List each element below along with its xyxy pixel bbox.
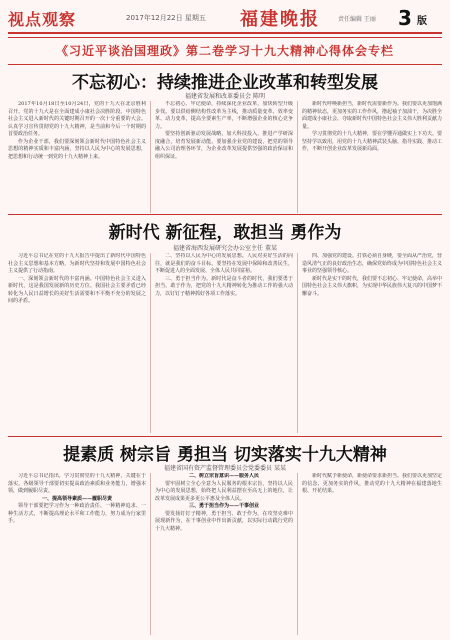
section-heading: 一、提高领导素质——履职尽责: [41, 495, 112, 502]
article-1-column-1: [8, 101, 146, 213]
article-2-column-2: [155, 253, 293, 433]
article-1-column-2: [155, 101, 293, 213]
paragraph: 要发扬钉钉子精神，勇于担当、敢于作为，在攻坚克难中展现新作为，在干事创业中作出新贡献，以实际行动践行党的十九大精神。: [155, 510, 293, 532]
article-separator: [8, 214, 442, 215]
section-heading: 三、勇于担当作为——干事创业: [188, 503, 259, 509]
article-3-column-1: [8, 473, 146, 635]
article-2-title: 新时代 新征程，敢担当 勇作为: [108, 223, 342, 243]
column-divider: [150, 253, 151, 433]
paragraph: 二、坚持以人民为中心的发展思想。人民对美好生活的向往，就是我们的奋斗目标。要坚持在发展中保障和改善民生，不断促进人的全面发展、全体人民共同富裕。: [155, 253, 293, 274]
paragraph: 新时代赋予新使命，新使命要求新担当。我们要以更加坚定的信念、更加务实的作风，推动党的十九大精神在福建落地生根、开花结果。: [302, 473, 442, 494]
paragraph: 作为企业干部，我们要深刻领会新时代中国特色社会主义思想的精神实质和丰富内涵，坚持以人民为中心的发展思想，把思想和行动统一到党的十九大精神上来。: [8, 138, 146, 160]
paragraph: 一、深刻领会新时代的丰富内涵。中国特色社会主义进入新时代，这是我国发展新的历史方位。我国社会主要矛盾已经转化为人民日益增长的美好生活需要和不平衡不充分的发展之间的矛盾。: [8, 275, 146, 304]
paragraph: 新时代是实干的时代，我们要不忘初心、牢记使命，高举中国特色社会主义伟大旗帜，为实现中华民族伟大复兴的中国梦不懈奋斗。: [302, 275, 442, 297]
column-name: 视点观察: [8, 10, 77, 29]
paragraph: 习近平总书记指出，学习贯彻党的十九大精神，关键在于落实。各级领导干部要切实提高政治素质和业务能力，增强本领，做到履职尽责。: [8, 473, 146, 494]
paragraph: 不忘初心、牢记使命，持续深化企业改革，加快转型升级步伐。要以供给侧结构性改革为主线，推动质量变革、效率变革、动力变革，提高全要素生产率，不断增强企业的核心竞争力。: [155, 101, 293, 130]
section-heading: 二、树立宗旨意识——服务人民: [188, 473, 259, 479]
paragraph: 习近平总书记在党的十九大报告中提出了新时代中国特色社会主义思想和基本方略，为新时代坚持和发展中国特色社会主义提供了行动指南。: [8, 253, 146, 274]
paragraph: 要牢固树立全心全意为人民服务的根本宗旨，坚持以人民为中心的发展思想，始终把人民利益摆在至高无上的地位，让改革发展成果更多更公平惠及全体人民。: [155, 480, 293, 502]
article-1-column-3: [302, 101, 442, 213]
article-2-byline: 福建省海西发展研究会办公室主任 董某: [173, 245, 277, 252]
banner-title: 《习近平谈治国理政》第二卷学习十九大精神心得体会专栏: [55, 44, 394, 58]
publication-date: 2017年12月22日 星期五: [126, 14, 206, 22]
article-3-column-2: [155, 473, 293, 635]
article-3-column-3: [302, 473, 442, 635]
section-banner: [8, 37, 442, 65]
paragraph: 四、加强党的建设。打铁必须自身硬，要全面从严治党，营造风清气正的良好政治生态，确保党始终成为中国特色社会主义事业的坚强领导核心。: [302, 253, 442, 274]
masthead-rule: [8, 32, 442, 34]
article-1-byline: 福建省发展和改革委员会 陈明: [185, 93, 265, 100]
paragraph: 2017年10月18日至10月24日，党的十九大在北京胜利召开。党的十九大是在全面建成小康社会决胜阶段、中国特色社会主义进入新时代的关键时期召开的一次十分重要的大会。认真学习宣传贯彻党的十九大精神，是当前和今后一个时期的首要政治任务。: [8, 101, 146, 137]
article-3-title: 提素质 树宗旨 勇担当 切实落实十九大精神: [63, 445, 387, 465]
page-label: 版: [417, 16, 427, 27]
article-separator: [8, 436, 442, 437]
column-divider: [297, 101, 298, 213]
column-divider: [150, 473, 151, 635]
page-number: 3: [398, 6, 412, 30]
article-1-title: 不忘初心：持续推进企业改革和转型发展: [72, 73, 378, 93]
editor-credit: 责任编辑 王丽: [338, 16, 376, 23]
article-2-column-1: [8, 253, 146, 433]
paragraph: 新时代呼唤新担当，新时代需要新作为。我们要以更加饱满的精神状态，更加务实的工作作风，撸起袖子加油干，为决胜全面建成小康社会、夺取新时代中国特色社会主义伟大胜利贡献力量。: [302, 101, 442, 130]
article-2-column-3: [302, 253, 442, 433]
column-divider: [297, 253, 298, 433]
column-divider: [297, 473, 298, 635]
paragraph: 三、勇于担当作为。新时代是奋斗者的时代，我们要勇于担当、敢于作为，把党的十九大精神转化为推动工作的强大动力，以钉钉子精神抓好各项工作落实。: [155, 275, 293, 297]
paragraph: 领导干部要把学习作为一种政治责任、一种精神追求、一种生活方式，不断提高理论水平和工作能力，努力成为行家里手。: [8, 503, 146, 524]
paper-name: 福建晚报: [240, 9, 320, 30]
article-3-byline: 福建省国有资产监督管理委员会党委委员 某某: [164, 465, 286, 472]
paragraph: 学习贯彻党的十九大精神，要在学懂弄通做实上下功夫。要坚持学以致用，用党的十九大精神武装头脑、指导实践、推动工作，不断开创企业改革发展新局面。: [302, 131, 442, 152]
paragraph: 要坚持创新驱动发展战略，加大科技投入，推进产学研深度融合，培育发展新动能。要加强企业党的建设，把党的领导融入公司治理各环节，为企业改革发展提供坚强的政治保证和组织保证。: [155, 131, 293, 160]
masthead: [8, 4, 442, 32]
column-divider: [150, 101, 151, 213]
